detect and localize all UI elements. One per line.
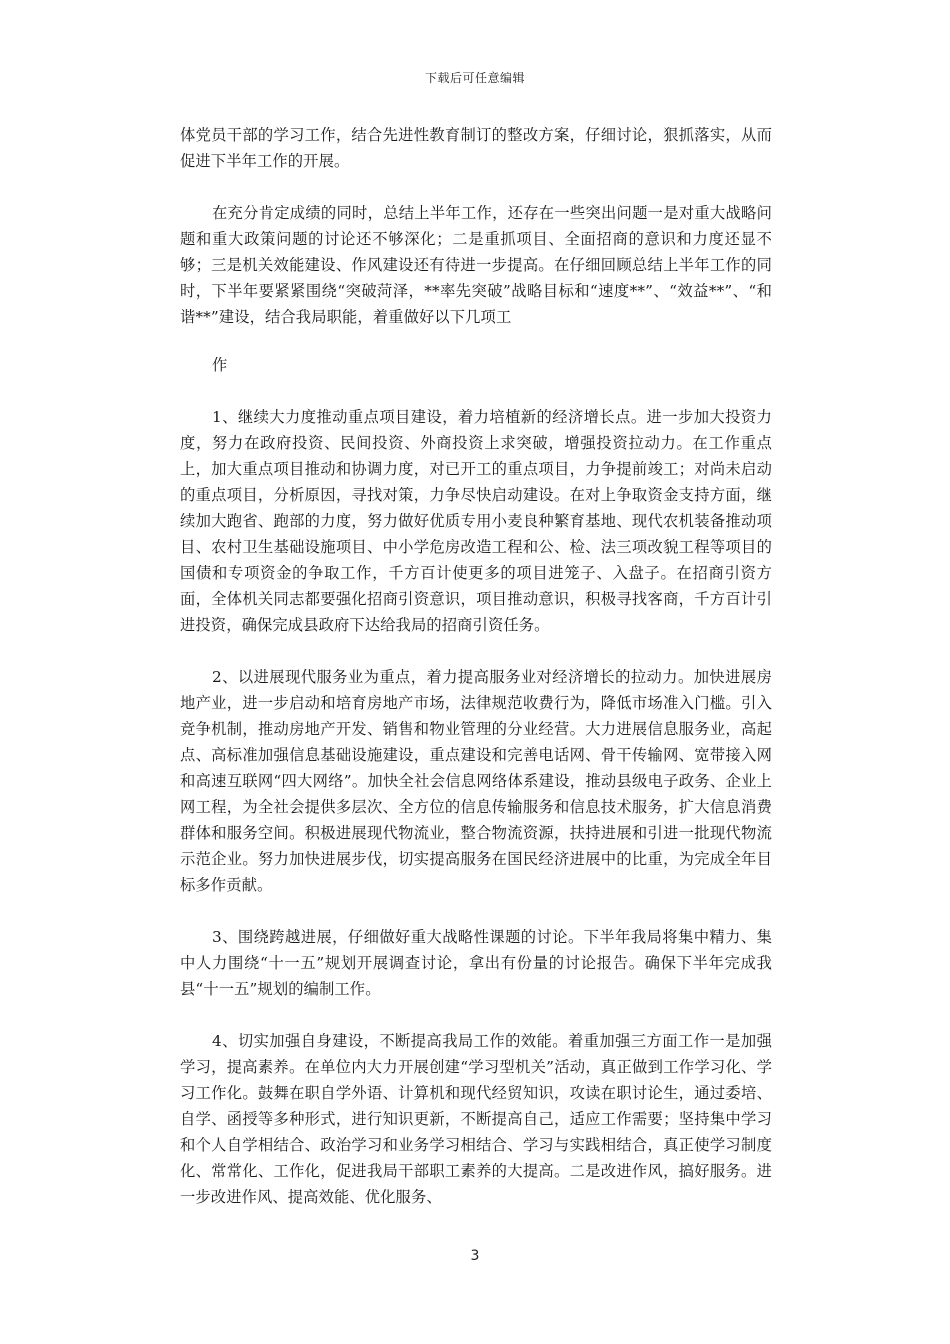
paragraph-item-1: 1、继续大力度推动重点项目建设，着力培植新的经济增长点。进一步加大投资力度，努力在政府投资、民间投资、外商投资上求突破，增强投资拉动力。在工作重点上，加大重点项目推动和协调力度，对已开工的重点项目，力争提前竣工；对尚未启动的重点项目，分析原因，寻找对策，力争尽快启动建设。在对上争取资金支持方面，继续加大跑省、跑部的力度，努力做好优质专用小麦良种繁育基地、现代农机装备推动项目、农村卫生基础设施项目、中小学危房改造工程和公、检、法三项改貌工程等项目的国债和专项资金的争取工作，千方百计使更多的项目进笼子、入盘子。在招商引资方面，全体机关同志都要强化招商引资意识，项目推动意识，积极寻找客商，千方百计引进投资，确保完成县政府下达给我局的招商引资任务。: [180, 408, 772, 634]
page-number: 3: [470, 1248, 480, 1264]
document-body: [180, 122, 772, 1236]
page-header: 下载后可任意编辑: [424, 71, 525, 85]
paragraph-continuation: 体党员干部的学习工作，结合先进性教育制订的整改方案，仔细讨论，狠抓落实，从而促进下半年工作的开展。: [180, 126, 772, 170]
paragraph-item-2: 2、以进展现代服务业为重点，着力提高服务业对经济增长的拉动力。加快进展房地产业，进一步启动和培育房地产市场，法律规范收费行为，降低市场准入门槛。引入竞争机制，推动房地产开发、销售和物业管理的分业经营。大力进展信息服务业，高起点、高标准加强信息基础设施建设，重点建设和完善电话网、骨干传输网、宽带接入网和高速互联网“四大网络”。加快全社会信息网络体系建设，推动县级电子政务、企业上网工程，为全社会提供多层次、全方位的信息传输服务和信息技术服务，扩大信息消费群体和服务空间。积极进展现代物流业，整合物流资源，扶持进展和引进一批现代物流示范企业。努力加快进展步伐，切实提高服务在国民经济进展中的比重，为完成全年目标多作贡献。: [180, 668, 772, 894]
paragraph-item-4: 4、切实加强自身建设，不断提高我局工作的效能。着重加强三方面工作一是加强学习，提高素养。在单位内大力开展创建“学习型机关”活动，真正做到工作学习化、学习工作化。鼓舞在职自学外语、计算机和现代经贸知识，攻读在职讨论生，通过委培、自学、函授等多种形式，进行知识更新，不断提高自己，适应工作需要；坚持集中学习和个人自学相结合、政治学习和业务学习相结合、学习与实践相结合，真正使学习制度化、常常化、工作化，促进我局干部职工素养的大提高。二是改进作风，搞好服务。进一步改进作风、提高效能、优化服务、: [180, 1032, 772, 1206]
paragraph-fragment: 作: [212, 356, 228, 374]
paragraph-problems: 在充分肯定成绩的同时，总结上半年工作，还存在一些突出问题一是对重大战略问题和重大政策问题的讨论还不够深化；二是重抓项目、全面招商的意识和力度还显不够；三是机关效能建设、作风建设还有待进一步提高。在仔细回顾总结上半年工作的同时，下半年要紧紧围绕“突破菏泽，**率先突破”战略目标和“速度**”、“效益**”、“和谐**”建设，结合我局职能，着重做好以下几项工: [180, 204, 772, 326]
paragraph-item-3: 3、围绕跨越进展，仔细做好重大战略性课题的讨论。下半年我局将集中精力、集中人力围绕“十一五”规划开展调查讨论，拿出有份量的讨论报告。确保下半年完成我县“十一五”规划的编制工作。: [180, 928, 772, 998]
